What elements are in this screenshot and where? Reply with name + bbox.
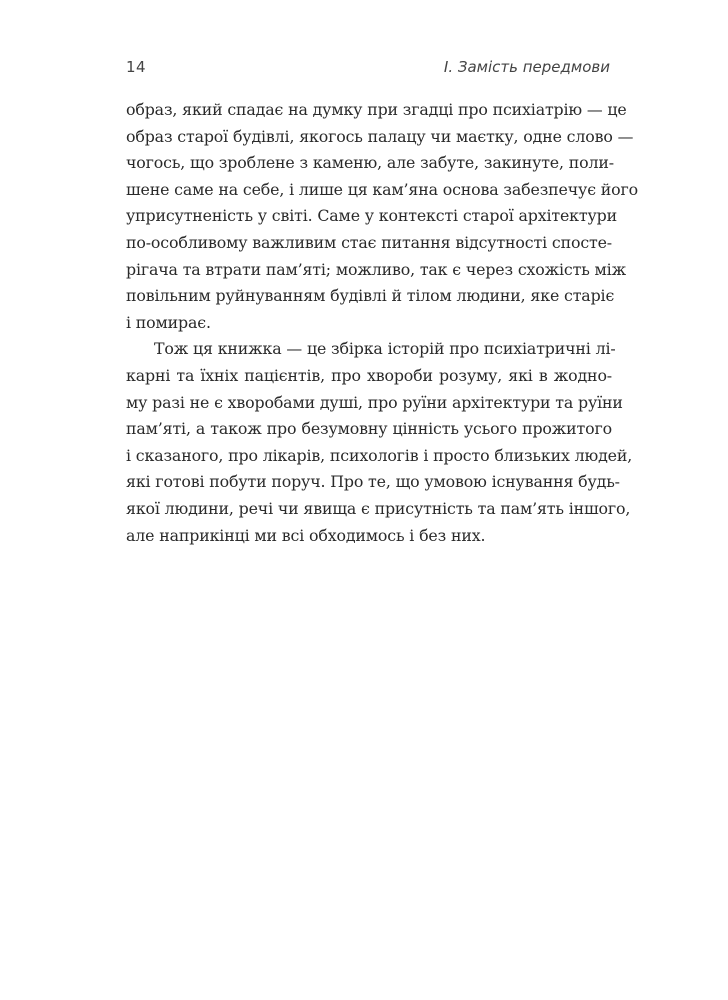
text-line: уприсутненість у світі. Саме у контексті старої архітектури bbox=[126, 206, 617, 226]
text-line: образ старої будівлі, якогось палацу чи маєтку, одне слово — bbox=[126, 126, 634, 146]
text-line: карні та їхніх пацієнтів, про хвороби розуму, які в жодно- bbox=[126, 365, 612, 385]
text-line: пам’яті, а також про безумовну цінність усього прожитого bbox=[126, 419, 612, 439]
text-line: по-особливому важливим стає питання відсутності спосте- bbox=[126, 232, 612, 252]
text-line: але наприкінці ми всі обходимось і без них. bbox=[126, 525, 486, 545]
page-header bbox=[126, 58, 610, 82]
paragraph bbox=[126, 97, 638, 336]
text-line: якої людини, речі чи явища є присутність та пам’ять іншого, bbox=[126, 498, 631, 518]
text-line: Тож ця книжка — це збірка історій про психіатричні лі- bbox=[154, 339, 616, 359]
text-line: му разі не є хворобами душі, про руїни архітектури та руїни bbox=[126, 392, 623, 412]
running-head: І. Замість передмови bbox=[443, 58, 610, 76]
body-text bbox=[126, 97, 638, 549]
text-line: і сказаного, про лікарів, психологів і просто близьких людей, bbox=[126, 445, 633, 465]
text-line: образ, який спадає на думку при згадці про психіатрію — це bbox=[126, 100, 627, 119]
page-number: 14 bbox=[126, 58, 147, 76]
text-line: рігача та втрати пам’яті; можливо, так є через схожість між bbox=[126, 259, 626, 279]
text-line: повільним руйнуванням будівлі й тілом людини, яке старіє bbox=[126, 286, 615, 306]
paragraph bbox=[126, 336, 633, 549]
text-line: чогось, що зроблене з каменю, але забуте, закинуте, поли- bbox=[126, 153, 614, 173]
text-line: шене саме на себе, і лише ця кам’яна основа забезпечує його bbox=[126, 179, 638, 199]
text-line: які готові побути поруч. Про те, що умовою існування будь- bbox=[126, 472, 620, 492]
text-line: і помирає. bbox=[126, 312, 211, 332]
